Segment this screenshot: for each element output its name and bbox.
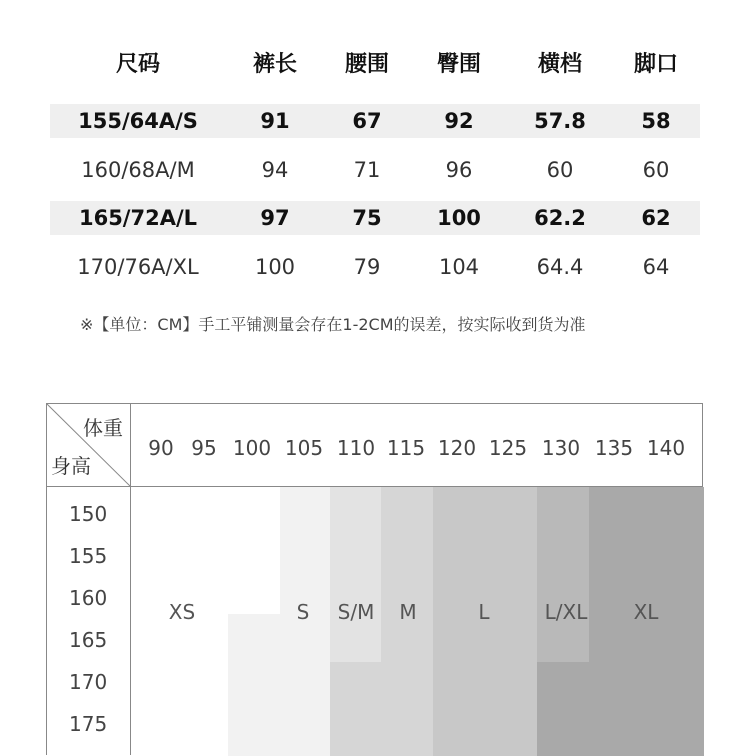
table-row (50, 201, 700, 235)
size-label-lxl: L/XL (544, 600, 588, 624)
cell-thigh: 64.4 (536, 255, 584, 279)
header-length: 裤长 (252, 51, 298, 77)
cell-length: 97 (260, 206, 290, 230)
size-table-header (50, 45, 700, 79)
weight-label: 115 (386, 436, 426, 460)
weight-label: 100 (232, 436, 272, 460)
cell-waist: 79 (353, 255, 381, 279)
cell-hip: 92 (444, 109, 474, 133)
header-divider (47, 486, 702, 487)
zone-sm (330, 487, 381, 662)
size-label-sm: S/M (337, 600, 375, 624)
zone-s (228, 614, 280, 756)
weight-label: 90 (148, 436, 174, 460)
height-label: 175 (69, 712, 108, 736)
cell-leg-open: 58 (641, 109, 671, 133)
measurement-note: ※【单位：CM】手工平铺测量会存在1-2CM的误差，按实际收到货为准 (80, 315, 586, 334)
cell-length: 100 (254, 255, 296, 279)
table-row (50, 250, 700, 284)
header-thigh: 横档 (537, 51, 583, 77)
weight-label: 140 (646, 436, 686, 460)
cell-size: 155/64A/S (78, 109, 198, 133)
height-label: 155 (69, 544, 108, 568)
header-leg-open: 脚口 (633, 51, 679, 77)
cell-length: 94 (261, 158, 289, 182)
cell-hip: 96 (445, 158, 473, 182)
cell-length: 91 (260, 109, 290, 133)
cell-hip: 100 (437, 206, 481, 230)
weight-label: 135 (594, 436, 634, 460)
cell-leg-open: 60 (642, 158, 670, 182)
cell-thigh: 57.8 (534, 109, 586, 133)
size-label-m: M (399, 600, 417, 624)
weight-label: 110 (336, 436, 376, 460)
height-label: 150 (69, 502, 108, 526)
cell-thigh: 62.2 (534, 206, 586, 230)
cell-hip: 104 (438, 255, 480, 279)
size-label-s: S (296, 600, 310, 624)
weight-label: 130 (541, 436, 581, 460)
header-hip: 臀围 (436, 51, 482, 77)
cell-leg-open: 64 (642, 255, 670, 279)
table-row (50, 153, 700, 187)
cell-waist: 71 (353, 158, 381, 182)
size-label-xs: XS (168, 600, 196, 624)
cell-leg-open: 62 (641, 206, 671, 230)
height-label: 170 (69, 670, 108, 694)
table-row (50, 104, 700, 138)
height-weight-chart (46, 403, 703, 755)
cell-thigh: 60 (546, 158, 574, 182)
cell-size: 165/72A/L (78, 206, 198, 230)
size-label-xl: XL (633, 600, 659, 624)
zone-m (330, 662, 381, 756)
zone-xl (537, 662, 589, 756)
weight-label: 95 (191, 436, 217, 460)
height-label: 160 (69, 586, 108, 610)
size-label-l: L (478, 600, 490, 624)
cell-waist: 75 (352, 206, 382, 230)
weight-label: 125 (488, 436, 528, 460)
header-size: 尺码 (115, 51, 161, 77)
header-waist: 腰围 (344, 51, 390, 77)
height-axis-label: 身高 (51, 454, 91, 478)
cell-size: 160/68A/M (81, 158, 195, 182)
zone-lxl (537, 487, 589, 662)
weight-label: 105 (284, 436, 324, 460)
weight-label: 120 (437, 436, 477, 460)
cell-size: 170/76A/XL (77, 255, 199, 279)
height-label: 165 (69, 628, 108, 652)
cell-waist: 67 (352, 109, 382, 133)
weight-axis-label: 体重 (83, 416, 123, 440)
